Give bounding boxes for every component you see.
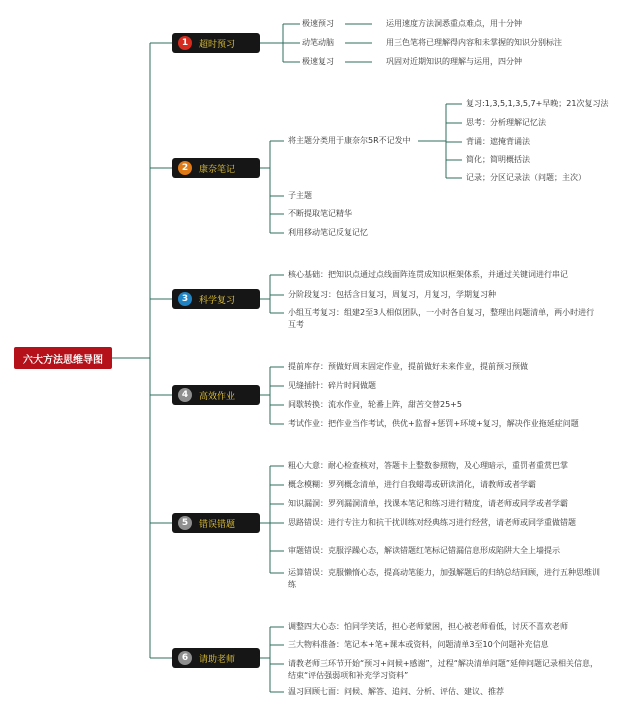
item-text: 审题错误：克服浮躁心态，解读错题红笔标记错漏信息形成陷阱大全上墙提示 xyxy=(288,546,560,555)
branch-label: 科学复习 xyxy=(199,295,236,306)
item-text: 概念模糊：罗列概念清单，进行自我蜡毒或研读消化，请教师或者学霸 xyxy=(288,480,536,489)
item-text: 思路错误：进行专注力和抗干扰训练对经典练习进行经营，请老师或同学重做错题 xyxy=(288,518,576,527)
item-detail: 运用速度方法洞悉重点难点，用十分钟 xyxy=(386,19,522,28)
item-text: 温习回顾七面：问候、解答、追问、分析、评估、建议、推荐 xyxy=(288,687,504,696)
item-text: 见缝插针：碎片时间做题 xyxy=(288,381,376,390)
number-badge: 4 xyxy=(178,388,192,402)
branch-label: 康奈笔记 xyxy=(199,164,236,175)
item-text: 调整四大心态：怕同学笑话，担心老师蒙困，担心被老师看低，讨厌不喜欢老师 xyxy=(288,622,568,631)
number-badge: 5 xyxy=(178,516,192,530)
number-badge: 3 xyxy=(178,292,192,306)
item-text: 运算错误：克服懒惰心态，提高动笔能力，加强解题后的归纳总结回顾，进行五种思维训练 xyxy=(288,568,600,589)
sub-item: 简化；简明概括法 xyxy=(466,155,530,164)
item-text: 粗心大意：耐心检查核对，答题卡上整数参照物，及心理暗示，重罚者重赏巴掌 xyxy=(288,461,568,470)
item-text: 间歇转换：流水作业，轮番上阵，甜苦交替25+5 xyxy=(288,400,462,409)
sub-item: 记录；分区记录法（问题；主次） xyxy=(466,173,586,182)
item-text: 小组互考复习：组建2至3人相似团队，一小时各自复习，整理出问题清单，两小时进行互考 xyxy=(288,308,595,329)
sub-item: 背诵：遮掩背诵法 xyxy=(466,137,530,146)
item-title: 动笔动脑 xyxy=(302,38,334,47)
number-badge: 1 xyxy=(178,36,192,50)
branch-label: 错误错题 xyxy=(199,519,236,530)
item-title: 极速预习 xyxy=(302,19,334,28)
item-title: 极速复习 xyxy=(302,57,334,66)
sub-item: 复习:1,3,5,1,3,5,7+早晚；21次复习法 xyxy=(466,99,609,108)
branch-5 xyxy=(172,513,260,533)
number-badge: 6 xyxy=(178,651,192,665)
item-text: 将主题分类用于康奈尔5R不记发中 xyxy=(288,136,411,145)
root-node: 六大方法思维导图 xyxy=(14,347,112,369)
item-text: 考试作业：把作业当作考试，供优+监督+惩罚+环境+复习，解决作业拖延症问题 xyxy=(288,419,579,428)
item-text: 不断提取笔记精华 xyxy=(288,209,352,218)
branch-2 xyxy=(172,158,260,178)
item-text: 请教老师三环节开始“预习+问候+感谢”，过程“解决清单问题”延伸问题记录相关信息，结束“评估强弱项和补充学习资料” xyxy=(288,659,598,680)
branch-label: 高效作业 xyxy=(199,391,236,402)
item-text: 核心基础：把知识点通过点线面阵连贯成知识框架体系，并通过关键词进行串记 xyxy=(288,270,568,279)
branch-6 xyxy=(172,648,260,668)
item-text: 子主题 xyxy=(288,191,312,200)
branch-label: 超时预习 xyxy=(199,39,236,50)
item-text: 知识漏洞：罗列漏洞清单，找课本笔记和练习进行精度，请老师或同学或者学霸 xyxy=(288,499,568,508)
number-badge: 2 xyxy=(178,161,192,175)
item-text: 分阶段复习：包括含日复习，周复习，月复习，学期复习种 xyxy=(288,290,496,299)
branch-label: 请助老师 xyxy=(199,654,236,665)
item-text: 利用移动笔记反复记忆 xyxy=(288,228,368,237)
item-detail: 用三色笔将已理解得内容和未掌握的知识分别标注 xyxy=(386,38,562,47)
branch-3 xyxy=(172,289,260,309)
branch-4 xyxy=(172,385,260,405)
sub-item: 思考：分析理解记忆法 xyxy=(466,118,546,127)
item-detail: 巩固对近期知识的理解与运用，四分钟 xyxy=(386,57,522,66)
item-text: 三大物料准备：笔记本+笔+课本或资料，问题清单3至10个问题补充信息 xyxy=(288,640,549,649)
item-text: 提前库存：预做好周末固定作业，提前做好未来作业，提前预习预做 xyxy=(288,362,528,371)
branch-1 xyxy=(172,33,260,53)
